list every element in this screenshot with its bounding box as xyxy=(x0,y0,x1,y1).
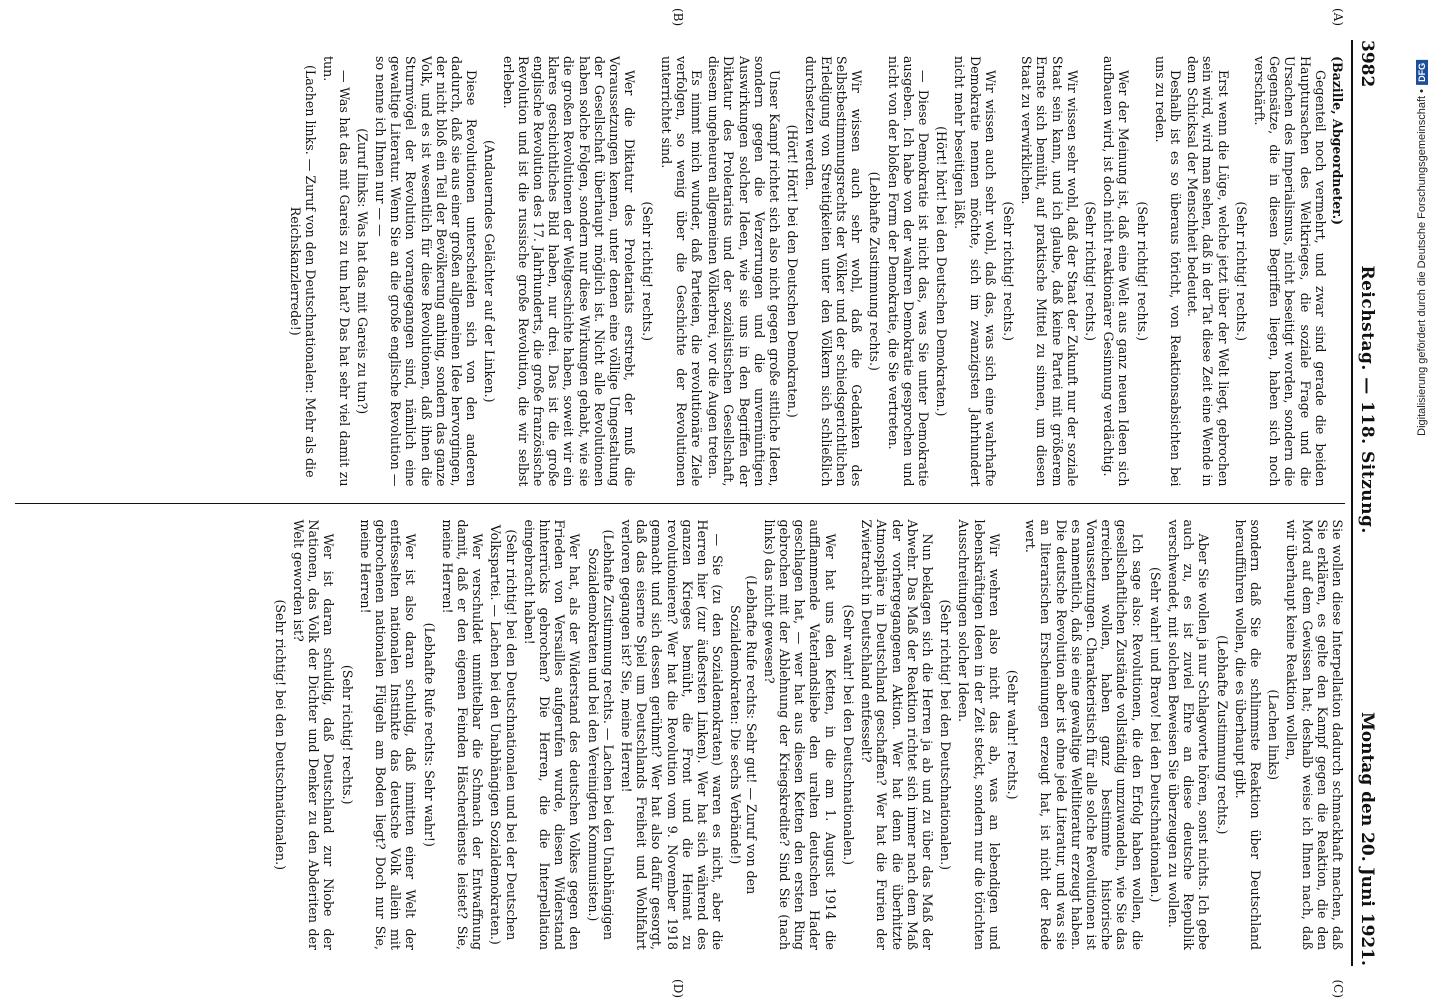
digitization-credit xyxy=(1416,60,1428,436)
paragraph: Nun beklagen sich die Herren ja ab und zu über das Maß der Abwehr. Das Maß der Reaktion richtet sich immer nach dem Maß der vorhergegangenen Aktion. Wer hat denn die überhitzte Atmosphäre in Deutschland geschaffen? Wer hat die Furien der Zwietracht in Deutschland entfesselt? xyxy=(859,519,935,950)
credit-text: Digitalisierung gefördert durch die Deutsche Forschungsgemeinschaft • xyxy=(1416,89,1428,436)
interjection: (Sehr richtig! rechts.) xyxy=(1082,201,1098,342)
interjection: (Lachen links) xyxy=(1266,689,1282,781)
paragraph: Wer der Meinung ist, daß eine Welt aus ganz neuen Ideen sich aufbauen wird, ist doch nicht reaktionärer Gesinnung verdächtig. xyxy=(1101,56,1132,487)
paragraph: Sie wollen diese Interpellation dadurch schmackhaft machen, daß Sie erklären, es gelte den Kampf gegen die Reaktion, die den Mord auf dem Gewissen hat; deshalb weise ich Ihnen nach, daß wir überhaupt keine Reaktion wollen, xyxy=(1284,519,1345,950)
paragraph: — Diese Demokratie ist nicht das, was Sie unter Demokratie ausgeben. Ich habe von der wahren Demokratie gesprochen und nicht von der bloßen Form der Demokratie, die Sie vertreten. xyxy=(885,56,931,487)
paragraph: Unser Kampf richtet sich also nicht gegen große sittliche Ideen, sondern gegen die Verzerrungen und die unvernünftigen Auswirkungen solcher Ideen, wie sie uns in den Begriffen der Diktatur des Proletariats und der sozialistischen Gesellschaft, diesem ungeheuren allgemeinen Völkerbrei, vor die Augen treten. xyxy=(706,56,783,487)
interjection: (Sehr richtig! rechts.) xyxy=(1000,201,1016,342)
interjection: (Sehr richtig! bei den Deutschnationalen.) xyxy=(272,599,288,870)
paragraph: Es nimmt mich wunder, daß Parteien, die revolutionäre Ziele verfolgen, so wenig über die Geschichte der Revolutionen unterrichtet sind. xyxy=(658,56,705,487)
dfg-logo: DFG xyxy=(1416,60,1428,85)
paragraph: Deshalb ist es so überaus töricht, von Reaktionsabsichten bei uns zu reden. xyxy=(1152,56,1183,487)
interjection: (Lebhafte Zustimmung rechts. — Lachen bei den Unabhängigen Sozialdemokraten und bei den Vereinigten Kommunisten.) xyxy=(585,529,616,940)
paragraph: Wer hat uns den Ketten, in die am 1. August 1914 die aufflammende Vaterlandsliebe den uralten deutschen Hader geschlagen hat, — wer hat aus diesen Ketten den ersten Ring gebrochen mit der Ablehnung der Kriegskredite? Sind Sie (nach links) das nicht gewesen? xyxy=(761,519,838,950)
left-column xyxy=(15,40,1345,503)
paragraph: Wir wehren also nicht das ab, was an lebendigen und lebenskräftigen Ideen in der Zeit steckt, sondern nur die törichten Ausschreitungen solcher Ideen. xyxy=(956,519,1002,950)
paragraph: — Was hat das mit Gareis zu tun hat? Das hat sehr viel damit zu tun. xyxy=(321,56,352,487)
interjection: (Sehr richtig! bei den Deutschnationalen.) xyxy=(938,599,954,870)
text-columns xyxy=(15,40,1345,966)
paragraph: Diese Revolutionen unterscheiden sich von den anderen dadurch, daß sie aus einer großen allgemeinen Idee hervorgingen, der nicht bloß ein Teil der Bevölkerung anhing, sondern das ganze Volk, und es ist wesentlich für diese Revolutionen, daß ihnen die Sturmvögel der Revolution vorangegangen sind, nämlich eine gewaltige Literatur. Wenn Sie an die große englische Revolution — so nenne ich Ihnen nur — — xyxy=(373,56,480,487)
page-number: 3982 xyxy=(1357,40,1377,88)
interjection: (Lebhafte Rufe rechts: Sehr wahr!) xyxy=(421,622,437,847)
paragraph: — Sie (zu den Sozialdemokraten) waren es nicht, aber die Herren hier (zur äußersten Linken). Wer hat sich während des ganzen Krieges bemüht, die Front und die Heimat zu revolutionieren? Wer hat die Revolution vom 9. November 1918 gemacht und sich dessen gerühmt? Wer hat also dafür gesorgt, daß das eiserne Spiel um Deutschlands Freiheit und Wohlfahrt verloren gegangen ist? Sie, meine Herren! xyxy=(619,519,726,950)
paragraph: Wir wissen auch sehr wohl, daß die Gedanken des Selbstbestimmungsrechts der Völker und der schiedsgerichtlichen Erledigung von Streitigkeiten unter den Völkern sich schließlich durchsetzen werden. xyxy=(803,56,865,487)
interjection: (Sehr richtig! rechts.) xyxy=(640,201,656,342)
margin-mark-b: (B) xyxy=(671,8,685,27)
paragraph: Erst wenn die Lüge, welche jetzt über der Welt liegt, gebrochen sein wird, wird man sehen, daß in der Tat diese Zeit eine Wende in dem Schicksal der Menschheit bedeutet. xyxy=(1185,56,1231,487)
interjection: (Lachen links. — Zuruf von den Deutschnationalen: Mehr als die Reichskanzlerrede!) xyxy=(288,64,319,478)
paragraph: Wer die Diktatur des Proletariats erstrebt, der muß die Voraussetzungen kennen, unter denen eine völlige Umgestaltung der Gesellschaft überhaupt möglich ist. Nicht alle Revolutionen haben solche Folgen, sondern nur diese Wirkungen gehabt, wie sie die großen Revolutionen der Weltgeschichte haben, soweit wir ein klares geschichtliches Bild haben, nur drei. Das ist die große englische Revolution des 17. Jahrhunderts, die große französische Revolution und ist die russische große Revolution, die wir selbst erleben. xyxy=(500,56,638,487)
session-date: Montag den 20. Juni 1921. xyxy=(1357,711,1377,966)
margin-mark-c: (C) xyxy=(1331,979,1345,998)
paragraph: Wir wissen auch sehr wohl, daß das, was sich eine wahrhafte Demokratie nennen möchte, sich im zwanzigsten Jahrhundert nicht mehr beseitigen läßt. xyxy=(952,56,998,487)
session-title: Reichstag. — 118. Sitzung. xyxy=(1357,265,1377,534)
paragraph: Aber Sie wollen ja nur Schlagworte hören, sonst nichts. Ich gebe auch zu, es ist zuviel Ehre an diese deutsche Republik verschwendet, mit solchen Beweisen Sie überzeugen zu wollen. xyxy=(1165,519,1212,950)
interjection: (Andauerndes Gelächter auf der Linken.) xyxy=(482,139,498,403)
paragraph: Ich sage also: Revolutionen, die den Erfolg haben wollen, die gesellschaftlichen Zustände vollständig umzuwandeln, wie Sie das erreichen wollen, haben ganz bestimmte historische Voraussetzungen. Charakteristisch für alle solche Revolutionen ist es namentlich, daß sie eine gewaltige Weltliteratur erzeugt haben. Die deutsche Revolution aber ist ohne jede Literatur, und was sie an literarischen Erscheinungen erzeugt hat, ist nicht der Rede wert. xyxy=(1023,519,1145,950)
interjection: (Hört! Hört! bei den Deutschen Demokraten.) xyxy=(785,124,801,418)
page-header xyxy=(1351,40,1377,966)
interjection: (Lebhafte Zustimmung rechts.) xyxy=(867,171,883,371)
interjection: (Lebhafte Zustimmung rechts.) xyxy=(1214,635,1230,835)
margin-mark-a: (A) xyxy=(1331,8,1345,27)
paragraph: sondern daß Sie die schlimmste Reaktion über Deutschland heraufführen wollen, die es überhaupt gibt. xyxy=(1232,519,1263,950)
paragraph: Wer ist also daran schuldig, daß inmitten einer Welt der entfesselten nationalen Instinkte das deutsche Volk allein mit gebrochenen nationalen Flügeln am Boden liegt? Doch nur Sie, meine Herren! xyxy=(357,519,419,950)
paragraph: Wer verschuldet unmittelbar die Schmach der Entwaffnung damit, daß er den eigenen Feinden Häscherdienste leistet? Sie, meine Herren! xyxy=(439,519,486,950)
interjection: (Hört! hört! bei den Deutschen Demokraten.) xyxy=(934,126,950,417)
speaker-label: (Bazille, Abgeordneter.) xyxy=(1330,56,1345,226)
paragraph: Wer ist daran schuldig, daß Deutschland zur Niobe der Nationen, das Volk der Dichter und Denker zu den Abderiten der Welt geworden ist? xyxy=(291,519,337,950)
interjection: (Sehr wahr! und Bravo! bei den Deutschnationalen.) xyxy=(1147,567,1163,903)
interjection: (Sehr richtig! rechts.) xyxy=(339,664,355,805)
interjection: (Lebhafte Rufe rechts: Sehr gut! — Zuruf von den Sozialdemokraten: Die sechs Verbände!) xyxy=(728,575,759,895)
interjection: (Zuruf links: Was hat das mit Gareis zu tun?) xyxy=(354,128,370,415)
paragraph: Wir wissen sehr wohl, daß der Staat der Zukunft nur der soziale Staat sein kann, und ich glaube, daß keine Partei mit größerem Ernste sich bemüht, auf praktische Mittel zu sinnen, um diesen Staat zu verwirklichen. xyxy=(1019,56,1080,487)
interjection: (Sehr richtig! rechts.) xyxy=(1233,201,1249,342)
interjection: (Sehr wahr! bei den Deutschnationalen.) xyxy=(840,604,856,866)
interjection: (Sehr richtig! bei den Deutschnationalen und bei der Deutschen Volkspartei. — Lachen bei den Unabhängigen Sozialdemokraten.) xyxy=(488,524,519,945)
right-column xyxy=(15,503,1345,967)
paragraph: Gegenteil noch vermehrt, und zwar sind gerade die beiden Hauptursachen des Weltkrieges, die soziale Frage und die Ursachen des Imperialismus, nicht beseitigt worden, sondern die Gegensätze, die in diesen Begriffen liegen, haben sich noch verschärft. xyxy=(1251,56,1328,487)
paragraph: Wer hat, als der Widerstand des deutschen Volkes gegen den Frieden von Versailles aufgerufen wurde, diesen Widerstand hinterrücks gebrochen? Die Herren, die die Interpellation eingebracht haben! xyxy=(521,519,583,950)
interjection: (Sehr wahr! rechts.) xyxy=(1004,669,1020,800)
interjection: (Sehr richtig! rechts.) xyxy=(1134,201,1150,342)
margin-mark-d: (D) xyxy=(671,979,685,998)
